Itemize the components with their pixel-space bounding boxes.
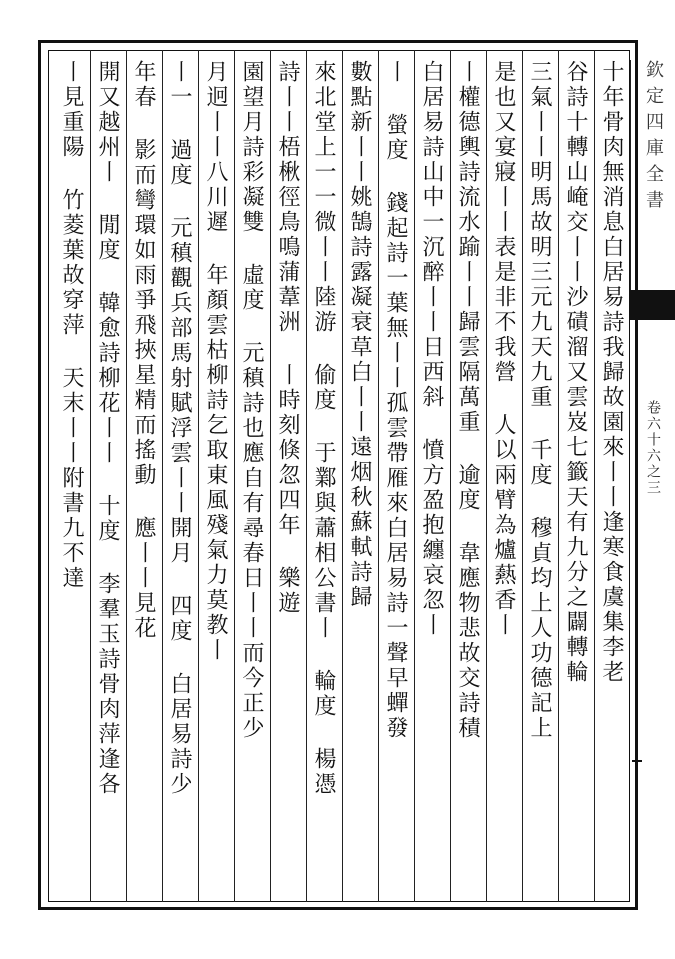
tab-black-bar [630,290,675,320]
text-column: 月迥丨丨八川遲 年顏雲枯柳詩乞取東風殘氣力莫教丨 [203,60,228,663]
column-rule [306,50,307,902]
column-rule [558,50,559,902]
text-column: 丨權德輿詩流水踰丨丨歸雲隔萬重 逾度 韋應物悲故交詩積 [455,60,480,741]
text-column: 年春 影而彎環如雨爭飛挾星精而搖動 應丨丨見花 [131,60,156,641]
column-rule [342,50,343,902]
column-rule [450,50,451,902]
text-column: 詩丨丨梧楸徑鳥鳴蒲葦洲 丨時刻倏忽四年 樂遊 [275,60,300,616]
column-rule [162,50,163,902]
column-rule [594,50,595,902]
text-column: 是也又宴寢丨丨表是非不我營 人以兩臂為爐爇香丨 [491,60,516,638]
column-rule [486,50,487,902]
text-column: 園望月詩彩凝雙 虛度 元稹詩也應自有尋春日丨丨而今正少 [239,60,264,741]
column-rule [198,50,199,902]
column-rule [126,50,127,902]
text-column: 開又越州丨 閒度 韓愈詩柳花丨丨 十度 李羣玉詩骨肉萍逢各 [95,60,120,797]
column-rule [378,50,379,902]
volume-label: 卷六十六之三 [645,400,661,496]
column-rule [234,50,235,902]
column-rule [90,50,91,902]
column-rule [270,50,271,902]
text-column: 數點新丨丨姚鵠詩露凝衰草白丨丨遠烟秋蘇軾詩歸 [347,60,372,610]
column-rule [522,50,523,902]
text-column: 谷詩十轉山崦交丨丨沙磧溜又雲岌七籤天有九分之闢轉輪 [563,60,588,685]
text-column: 白居易詩山中一沉醉丨丨日西斜 憤方盈抱纏哀忽丨 [419,60,444,638]
text-column: 三氣丨丨明馬故明三元九天九重 千度 穆貞均上人功德記上 [527,60,552,741]
text-column: 丨一 過度 元稹觀兵部馬射賦浮雲丨丨開月 四度 白居易詩少 [167,60,192,797]
text-column: 十年骨肉無消息白居易詩我歸故園來丨丨逢寒食虞集李老 [599,60,624,685]
text-column: 來北堂上一一微丨丨陸游 偷度 于鄴與蕭相公書丨 輪度 楊憑 [311,60,336,797]
text-column: 丨 螢度 錢起詩一葉無丨丨孤雲帶雁來白居易詩一聲早蟬發 [383,60,408,741]
tab-tick [632,760,642,762]
column-rule [414,50,415,902]
text-column: 丨見重陽 竹菱葉故穿萍 天末丨丨附書九不達 [59,60,84,591]
book-title: 欽定四庫全書 [643,60,664,216]
